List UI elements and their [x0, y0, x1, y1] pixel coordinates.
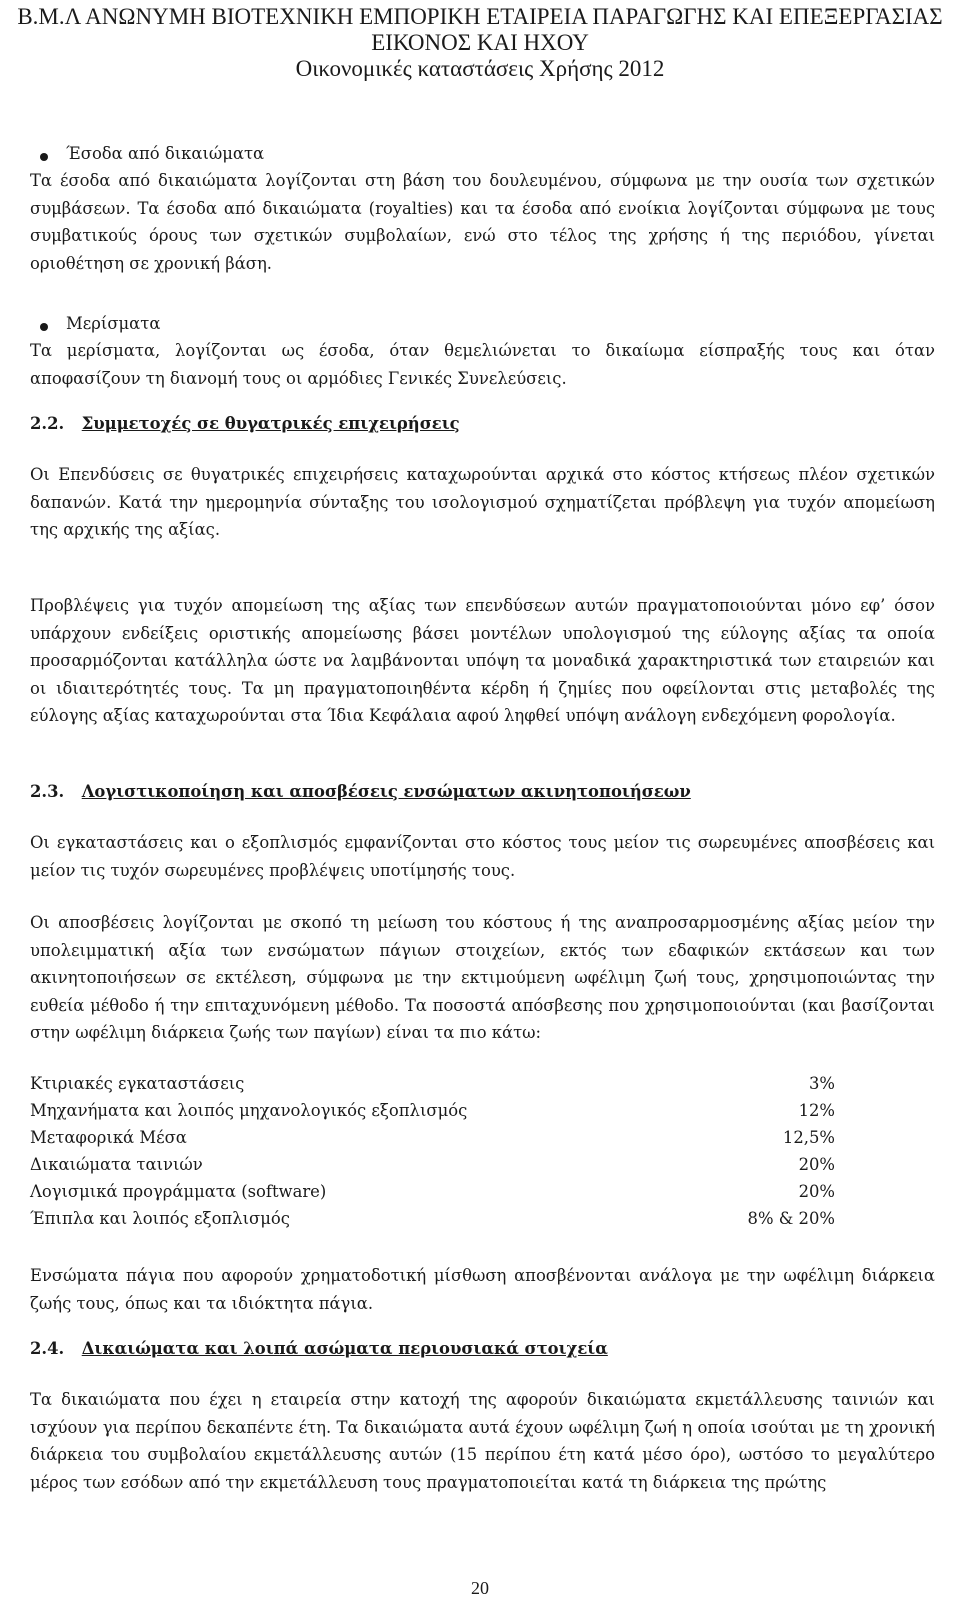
rate-value: 3% — [808, 1074, 835, 1093]
section-2-2-paragraph-1: Οι Επενδύσεις σε θυγατρικές επιχειρήσεις καταχωρούνται αρχικά στο κόστος κτήσεως πλέον σχετικών δαπανών. Κατά την ημερομηνία σύνταξης του ισολογισμού σχηματίζεται πρόβλεψη για τυχόν απομείωση της αρχικής της αξίας. — [30, 465, 935, 539]
rate-label: Μεταφορικά Μέσα — [30, 1128, 187, 1147]
section-2-3-heading — [30, 778, 691, 806]
dividends-paragraph: Τα μερίσματα, λογίζονται ως έσοδα, όταν θεμελιώνεται το δικαίωμα είσπραξής τους και όταν αποφασίζουν τη διανομή τους οι αρμόδιες Γενικές Συνελεύσεις. — [30, 341, 935, 388]
rate-value: 12% — [798, 1101, 835, 1120]
table-row — [30, 1097, 835, 1124]
table-row — [30, 1178, 835, 1205]
royalties-heading: Έσοδα από δικαιώματα — [66, 144, 265, 163]
header-company-name: Β.Μ.Λ ΑΝΩΝΥΜΗ ΒΙΟΤΕΧΝΙΚΗ ΕΜΠΟΡΙΚΗ ΕΤΑΙΡΕΙΑ ΠΑΡΑΓΩΓΗΣ ΚΑΙ ΕΠΕΞΕΡΓΑΣΙΑΣ — [17, 4, 943, 29]
table-row — [30, 1124, 835, 1151]
dividends-heading: Μερίσματα — [66, 314, 161, 333]
depreciation-rates-table — [30, 1070, 835, 1232]
rate-label: Μηχανήματα και λοιπός μηχανολογικός εξοπλισμός — [30, 1101, 468, 1120]
section-2-2-heading — [30, 410, 460, 438]
rate-value: 12,5% — [782, 1128, 835, 1147]
bullet-icon — [40, 153, 48, 161]
header-report-title: Οικονομικές καταστάσεις Χρήσης 2012 — [295, 56, 665, 81]
section-2-3-paragraph-3: Ενσώματα πάγια που αφορούν χρηματοδοτική μίσθωση αποσβένονται ανάλογα με την ωφέλιμη διάρκεια ζωής τους, όπως και τα ιδιόκτητα πάγια. — [30, 1266, 935, 1313]
table-row — [30, 1070, 835, 1097]
section-title: Λογιστικοποίηση και αποσβέσεις ενσώματων ακινητοποιήσεων — [81, 782, 691, 801]
table-row — [30, 1205, 835, 1232]
rate-label: Δικαιώματα ταινιών — [30, 1155, 203, 1174]
rate-value: 8% & 20% — [747, 1209, 835, 1228]
section-2-2-paragraph-2: Προβλέψεις για τυχόν απομείωση της αξίας των επενδύσεων αυτών πραγματοποιούνται μόνο εφ’ όσον υπάρχουν ενδείξεις οριστικής απομείωσης βάσει μοντέλων υπολογισμού της εύλογης αξίας τα οποία προσαρμόζονται κατάλληλα ώστε να λαμβάνονται υπόψη τα μοναδικά χαρακτηριστικά των εταιρειών και οι ιδιαιτερότητές τους. Τα μη πραγματοποιηθέντα κέρδη ή ζημίες που οφείλονται στις μεταβολές της εύλογης αξίας καταχωρούνται στα Ίδια Κεφάλαια αφού ληφθεί υπόψη ανάλογη ενδεχόμενη φορολογία. — [30, 596, 935, 725]
section-number: 2.4. — [30, 1339, 65, 1358]
bullet-icon — [40, 323, 48, 331]
royalties-paragraph: Τα έσοδα από δικαιώματα λογίζονται στη βάση του δουλευμένου, σύμφωνα με την ουσία των σχετικών συμβάσεων. Τα έσοδα από δικαιώματα (royalties) και τα έσοδα από ενοίκια λογίζονται σύμφωνα με τους συμβατικούς όρους των σχετικών συμβολαίων, ενώ στο τέλος της χρήσης ή της περιόδου, γίνεται οριοθέτηση σε χρονική βάση. — [30, 171, 935, 273]
header-company-name-cont: ΕΙΚΟΝΟΣ ΚΑΙ ΗΧΟΥ — [371, 30, 589, 55]
rate-value: 20% — [798, 1182, 835, 1201]
document-header — [0, 4, 960, 82]
section-2-4-heading — [30, 1335, 608, 1363]
rate-label: Έπιπλα και λοιπός εξοπλισμός — [30, 1209, 290, 1228]
rate-label: Λογισμικά προγράμματα (software) — [30, 1182, 327, 1201]
section-title: Συμμετοχές σε θυγατρικές επιχειρήσεις — [81, 414, 460, 433]
section-number: 2.3. — [30, 782, 65, 801]
section-title: Δικαιώματα και λοιπά ασώματα περιουσιακά στοιχεία — [81, 1339, 608, 1358]
rate-label: Κτιριακές εγκαταστάσεις — [30, 1074, 245, 1093]
table-row — [30, 1151, 835, 1178]
rate-value: 20% — [798, 1155, 835, 1174]
section-2-3-paragraph-1: Οι εγκαταστάσεις και ο εξοπλισμός εμφανίζονται στο κόστος τους μείον τις σωρευμένες αποσβέσεις και μείον τις τυχόν σωρευμένες προβλέψεις υποτίμησής τους. — [30, 833, 935, 880]
page-number: 20 — [471, 1578, 489, 1598]
section-2-3-paragraph-2: Οι αποσβέσεις λογίζονται με σκοπό τη μείωση του κόστους ή της αναπροσαρμοσμένης αξίας μείον την υπολειμματική αξία των ενσώματων πάγιων στοιχείων, εκτός των εδαφικών εκτάσεων και των ακινητοποιήσεων σε εκτέλεση, σύμφωνα με την εκτιμούμενη ωφέλιμη ζωή τους, χρησιμοποιώντας την ευθεία μέθοδο ή την επιταχυνόμενη μέθοδο. Τα ποσοστά απόσβεσης που χρησιμοποιούνται (και βασίζονται στην ωφέλιμη διάρκεια ζωής των παγίων) είναι τα πιο κάτω: — [30, 913, 935, 1042]
section-2-4-paragraph-1: Τα δικαιώματα που έχει η εταιρεία στην κατοχή της αφορούν δικαιώματα εκμετάλλευσης ταινιών και ισχύουν για περίπου δεκαπέντε έτη. Τα δικαιώματα αυτά έχουν ωφέλιμη ζωή η οποία ισούται με τη χρονική διάρκεια του συμβολαίου εκμετάλλευσης αυτών (15 περίπου έτη κατά μέσο όρο), ωστόσο το μεγαλύτερο μέρος των εσόδων από την εκμετάλλευση τους πραγματοποιείται κατά τη διάρκεια της πρώτης — [30, 1390, 935, 1492]
section-number: 2.2. — [30, 414, 65, 433]
